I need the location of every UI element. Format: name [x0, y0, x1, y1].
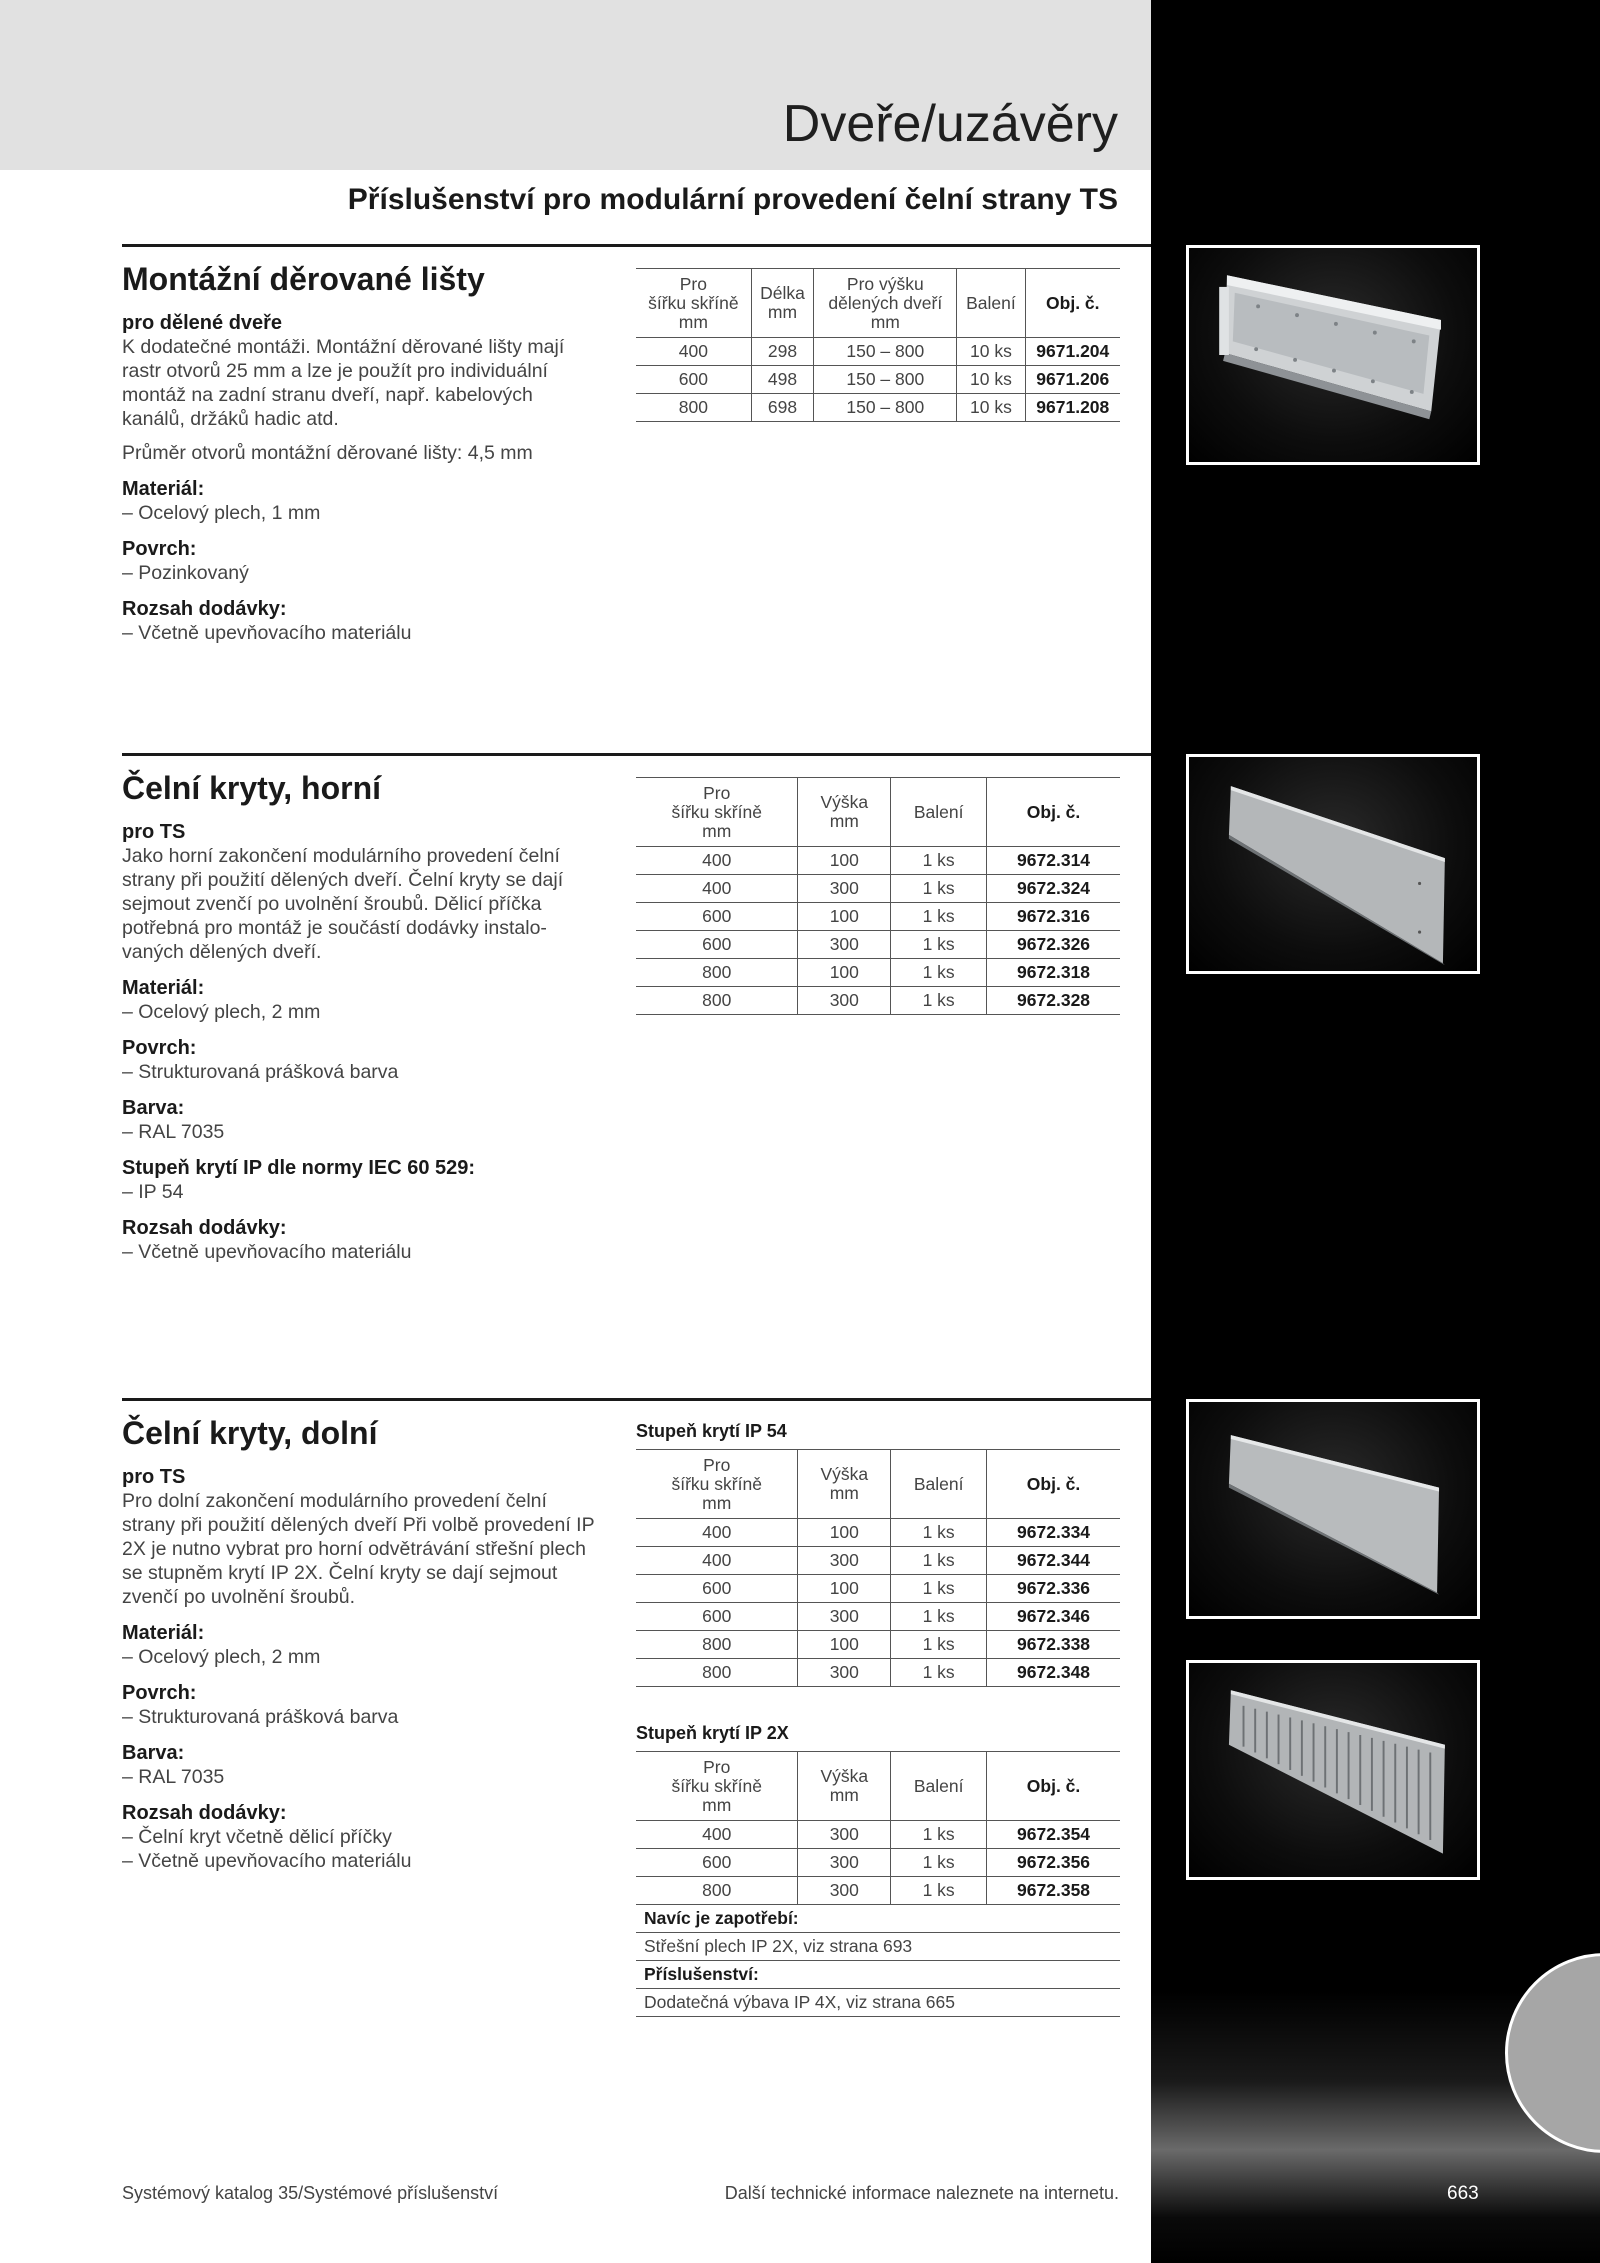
top-cover-illustration	[1189, 757, 1477, 971]
table-cell: 10 ks	[957, 394, 1025, 422]
table-cell: 100	[798, 847, 891, 875]
table-cell: 600	[636, 1603, 798, 1631]
table-row	[636, 959, 1120, 987]
table-cell: 100	[798, 1631, 891, 1659]
section-title: Čelní kryty, dolní	[122, 1415, 378, 1451]
table-cell: 100	[798, 1575, 891, 1603]
spec-label: Rozsah dodávky:	[122, 1217, 287, 1240]
order-number-cell: 9672.358	[987, 1877, 1120, 1905]
table-cell: 1 ks	[891, 847, 987, 875]
column-header: Výška mm	[798, 1450, 891, 1519]
table-row	[636, 394, 1120, 422]
table-row	[636, 1821, 1120, 1849]
footer-catalog: Systémový katalog 35/Systémové příslušenství	[122, 2183, 499, 2203]
table-cell: 100	[798, 1519, 891, 1547]
bottom-cover-illustration	[1189, 1402, 1477, 1616]
table-cell: 1 ks	[891, 1659, 987, 1687]
spec-label: Stupeň krytí IP dle normy IEC 60 529:	[122, 1157, 476, 1180]
order-number-cell: 9672.328	[987, 987, 1120, 1015]
order-number-cell: 9672.348	[987, 1659, 1120, 1687]
table-row	[636, 903, 1120, 931]
table-caption: Stupeň krytí IP 2X	[636, 1723, 789, 1743]
product-table	[636, 268, 1120, 422]
column-header: Balení	[891, 778, 987, 847]
table-cell: 1 ks	[891, 903, 987, 931]
table-cell: 150 – 800	[814, 366, 957, 394]
spec-item: – Strukturovaná prášková barva	[122, 1061, 399, 1084]
vented-cover-illustration	[1189, 1663, 1477, 1877]
table-row	[636, 338, 1120, 366]
table-cell: 600	[636, 1849, 798, 1877]
table-row	[636, 931, 1120, 959]
page-number: 663	[1447, 2183, 1479, 2204]
column-header: Balení	[957, 269, 1025, 338]
table-cell: 400	[636, 1547, 798, 1575]
table-cell: 1 ks	[891, 1877, 987, 1905]
table-row	[636, 875, 1120, 903]
table-cell: 298	[751, 338, 814, 366]
spec-label: Rozsah dodávky:	[122, 1802, 287, 1825]
page-subtitle: Příslušenství pro modulární provedení čelní strany TS	[347, 183, 1118, 216]
column-header: Pro šířku skříně mm	[636, 1450, 798, 1519]
table-header-row	[636, 1450, 1120, 1519]
table-cell: 300	[798, 1659, 891, 1687]
table-cell: 1 ks	[891, 959, 987, 987]
spec-item: – RAL 7035	[122, 1121, 225, 1144]
order-number-cell: 9672.344	[987, 1547, 1120, 1575]
table-header-row	[636, 1752, 1120, 1821]
spec-label: Barva:	[122, 1097, 185, 1120]
table-cell: 400	[636, 1821, 798, 1849]
table-cell: 1 ks	[891, 1603, 987, 1631]
table-header-row	[636, 778, 1120, 847]
notes-heading: Příslušenství:	[636, 1961, 1120, 1989]
table-cell: 400	[636, 875, 798, 903]
table-cell: 300	[798, 987, 891, 1015]
spec-item: – RAL 7035	[122, 1766, 225, 1789]
perforated-rail-image	[1186, 245, 1480, 465]
spec-item: – Čelní kryt včetně dělicí příčky	[122, 1826, 392, 1849]
column-header: Délka mm	[751, 269, 814, 338]
order-number-cell: 9672.336	[987, 1575, 1120, 1603]
section-description: Pro dolní zakončení modulárního provedení čelní strany při použití dělených dveří Při volbě provedení IP 2X je nutno vybrat pro horní odvětrávání střešní plech se stupněm krytí IP 2X. Čelní kryty se dají sejmout zvenčí po uvolnění šroubů.	[122, 1490, 595, 1609]
order-number-cell: 9672.334	[987, 1519, 1120, 1547]
notes-heading: Navíc je zapotřebí:	[636, 1905, 1120, 1933]
spec-item: – Ocelový plech, 2 mm	[122, 1646, 321, 1669]
table-cell: 600	[636, 366, 751, 394]
footer-info: Další technické informace naleznete na internetu.	[724, 2183, 1119, 2203]
table-row	[636, 1519, 1120, 1547]
spec-item: – Strukturovaná prášková barva	[122, 1706, 399, 1729]
table-row	[636, 1877, 1120, 1905]
table-row	[636, 987, 1120, 1015]
table-cell: 100	[798, 959, 891, 987]
vented-cover-image	[1186, 1660, 1480, 1880]
column-header: Pro výšku dělených dveří mm	[814, 269, 957, 338]
section-description: K dodatečné montáži. Montážní děrované lišty mají rastr otvorů 25 mm a lze je použít pro individuální montáž na zadní stranu dveří, např. kabelových kanálů, držáků hadic atd.	[122, 336, 565, 431]
table-cell: 10 ks	[957, 366, 1025, 394]
table-cell: 10 ks	[957, 338, 1025, 366]
table-cell: 600	[636, 931, 798, 959]
spec-label: Materiál:	[122, 977, 205, 1000]
table-cell: 1 ks	[891, 987, 987, 1015]
section-subtitle: pro dělené dveře	[122, 312, 283, 335]
table-cell: 600	[636, 903, 798, 931]
table-cell: 1 ks	[891, 1519, 987, 1547]
column-header: Pro šířku skříně mm	[636, 778, 798, 847]
section-subtitle: pro TS	[122, 821, 186, 844]
spec-item: – Ocelový plech, 1 mm	[122, 502, 321, 525]
table-row	[636, 1575, 1120, 1603]
column-header: Pro šířku skříně mm	[636, 269, 751, 338]
table-cell: 1 ks	[891, 1631, 987, 1659]
table-cell: 300	[798, 1849, 891, 1877]
table-cell: 498	[751, 366, 814, 394]
section-bottom-covers	[122, 1416, 600, 1873]
table-cell: 1 ks	[891, 1575, 987, 1603]
notes-table	[636, 1905, 1120, 2017]
table-row	[636, 1631, 1120, 1659]
order-number-cell: 9672.326	[987, 931, 1120, 959]
table-cell: 1 ks	[891, 931, 987, 959]
table-cell: 100	[798, 903, 891, 931]
spec-item: – Ocelový plech, 2 mm	[122, 1001, 321, 1024]
spec-item: – Včetně upevňovacího materiálu	[122, 622, 412, 645]
table-row	[636, 847, 1120, 875]
section-divider	[122, 244, 1151, 247]
table-cell: 150 – 800	[814, 394, 957, 422]
perforated-rail-illustration	[1189, 248, 1477, 462]
table-cell: 1 ks	[891, 1547, 987, 1575]
spec-label: Povrch:	[122, 1682, 197, 1705]
order-number-cell: 9672.346	[987, 1603, 1120, 1631]
table-cell: 300	[798, 931, 891, 959]
table-cell: 600	[636, 1575, 798, 1603]
table-cell: 800	[636, 1877, 798, 1905]
section-top-covers	[122, 771, 600, 1264]
table-cell: 1 ks	[891, 1821, 987, 1849]
table-cell: 800	[636, 959, 798, 987]
spec-item: – Včetně upevňovacího materiálu	[122, 1850, 412, 1873]
section-divider	[122, 753, 1151, 756]
spec-label: Materiál:	[122, 478, 205, 501]
column-header: Obj. č.	[987, 778, 1120, 847]
table-cell: 300	[798, 875, 891, 903]
table-row	[636, 1603, 1120, 1631]
section-description-hole: Průměr otvorů montážní děrované lišty: 4,5 mm	[122, 442, 533, 465]
order-number-cell: 9671.206	[1025, 366, 1120, 394]
table-cell: 300	[798, 1547, 891, 1575]
section-title: Montážní děrované lišty	[122, 261, 485, 297]
table-cell: 1 ks	[891, 875, 987, 903]
column-header: Výška mm	[798, 778, 891, 847]
order-number-cell: 9672.314	[987, 847, 1120, 875]
table-cell: 300	[798, 1821, 891, 1849]
column-header: Balení	[891, 1450, 987, 1519]
table-cell: 400	[636, 338, 751, 366]
column-header: Pro šířku skříně mm	[636, 1752, 798, 1821]
spec-item: – Pozinkovaný	[122, 562, 249, 585]
order-number-cell: 9672.354	[987, 1821, 1120, 1849]
order-number-cell: 9671.208	[1025, 394, 1120, 422]
table-row	[636, 1659, 1120, 1687]
notes-link[interactable]: Střešní plech IP 2X, viz strana 693	[636, 1933, 1120, 1961]
top-cover-image	[1186, 754, 1480, 974]
section-mounting-rails	[122, 262, 600, 645]
product-table	[636, 1449, 1120, 1687]
table-row	[636, 1547, 1120, 1575]
table-header-row	[636, 269, 1120, 338]
page-title: Dveře/uzávěry	[782, 95, 1118, 153]
order-number-cell: 9672.316	[987, 903, 1120, 931]
order-number-cell: 9672.338	[987, 1631, 1120, 1659]
table-cell: 698	[751, 394, 814, 422]
table-cell: 800	[636, 1631, 798, 1659]
section-description: Jako horní zakončení modulárního provedení čelní strany při použití dělených dveří. Čelní kryty se dají sejmout zvenčí po uvolnění šroubů. Dělicí příčka potřebná pro montáž je součástí dodávky instalovaných dělených dveří.	[122, 845, 564, 964]
spec-item: – Včetně upevňovacího materiálu	[122, 1241, 412, 1264]
section-subtitle: pro TS	[122, 1466, 186, 1489]
table-cell: 300	[798, 1603, 891, 1631]
table-cell: 400	[636, 847, 798, 875]
bottom-cover-image	[1186, 1399, 1480, 1619]
spec-label: Povrch:	[122, 538, 197, 561]
table-row	[636, 1849, 1120, 1877]
column-header: Výška mm	[798, 1752, 891, 1821]
column-header: Obj. č.	[987, 1450, 1120, 1519]
table-cell: 800	[636, 394, 751, 422]
table-cell: 400	[636, 1519, 798, 1547]
column-header: Obj. č.	[1025, 269, 1120, 338]
section-divider	[122, 1398, 1151, 1401]
spec-label: Povrch:	[122, 1037, 197, 1060]
spec-item: – IP 54	[122, 1181, 184, 1204]
table-row	[636, 366, 1120, 394]
spec-label: Rozsah dodávky:	[122, 598, 287, 621]
section-title: Čelní kryty, horní	[122, 770, 382, 806]
order-number-cell: 9672.318	[987, 959, 1120, 987]
table-cell: 1 ks	[891, 1849, 987, 1877]
spec-label: Barva:	[122, 1742, 185, 1765]
notes-link[interactable]: Dodatečná výbava IP 4X, viz strana 665	[636, 1989, 1120, 2017]
table-cell: 800	[636, 1659, 798, 1687]
order-number-cell: 9671.204	[1025, 338, 1120, 366]
product-table	[636, 1751, 1120, 1905]
table-cell: 150 – 800	[814, 338, 957, 366]
order-number-cell: 9672.356	[987, 1849, 1120, 1877]
column-header: Balení	[891, 1752, 987, 1821]
order-number-cell: 9672.324	[987, 875, 1120, 903]
table-caption: Stupeň krytí IP 54	[636, 1421, 787, 1441]
spec-label: Materiál:	[122, 1622, 205, 1645]
table-cell: 300	[798, 1877, 891, 1905]
column-header: Obj. č.	[987, 1752, 1120, 1821]
table-cell: 800	[636, 987, 798, 1015]
product-table	[636, 777, 1120, 1015]
